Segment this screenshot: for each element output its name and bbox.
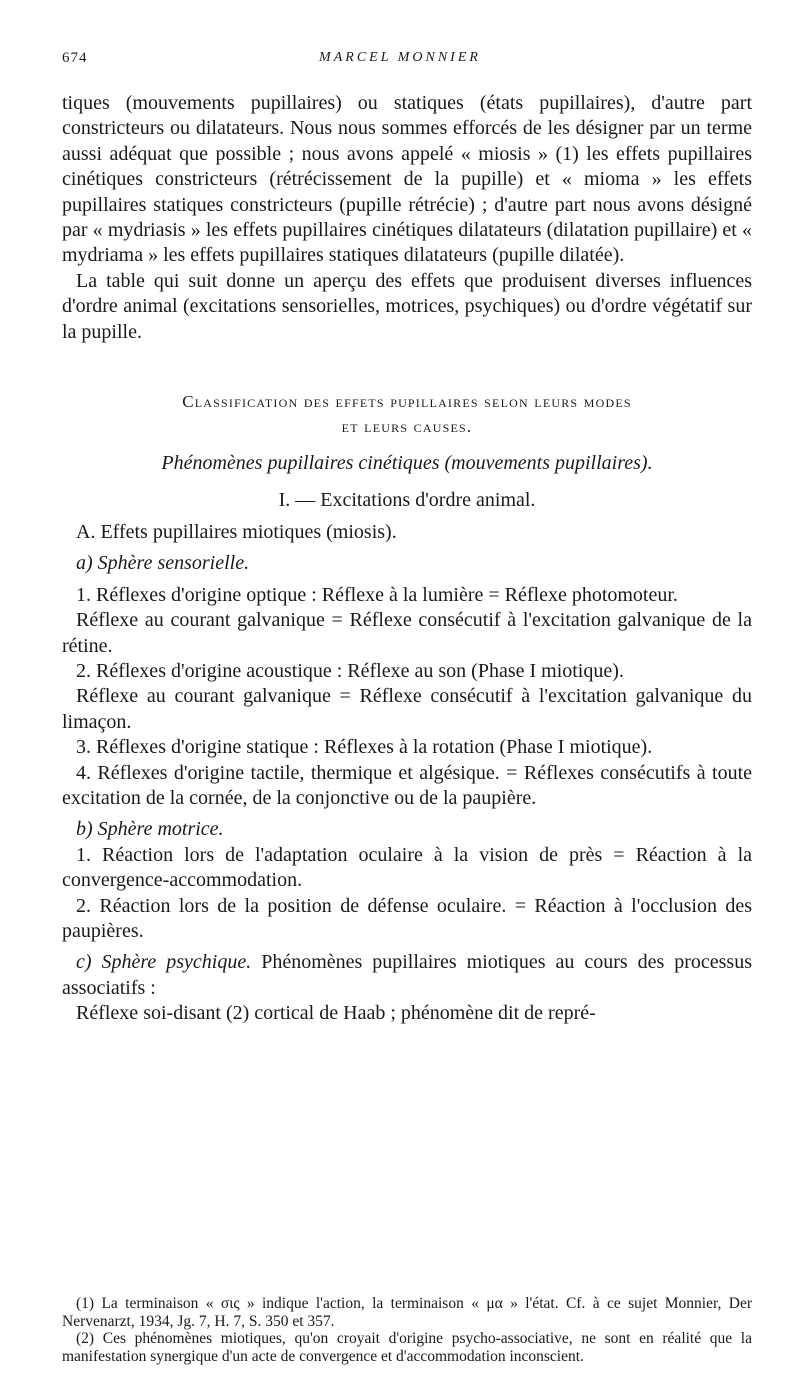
list-item: Réflexe soi-disant (2) cortical de Haab ; phénomène dit de repré- [76,1002,596,1025]
sphere-text: Phénomènes pupillaires miotiques au cours des processus associatifs : [62,951,752,999]
footnote: (2) Ces phénomènes miotiques, qu'on croyait d'origine psycho-associative, ne sont en réalité que la manifestation synergique d'un acte de convergence et d'accommodation inconscient. [62,1330,752,1365]
paragraph: La table qui suit donne un aperçu des effets que produisent diverses influences d'ordre animal (excitations sensorielles, motrices, psychiques) ou d'ordre végétatif sur la pupille. [62,269,752,343]
list-item: 2. Réaction lors de la position de défense oculaire. = Réaction à l'occlusion des paupières. [62,894,752,942]
list-item: 1. Réflexes d'origine optique : Réflexe à la lumière = Réflexe photomoteur. [76,583,678,606]
footnote: (1) La terminaison « σις » indique l'action, la terminaison « μα » l'état. Cf. à ce sujet Monnier, Der Nervenarzt, 1934, Jg. 7, H. 7, S. 350 et 357. [62,1295,752,1330]
running-title: MARCEL MONNIER [319,50,481,65]
list-item: Réflexe au courant galvanique = Réflexe consécutif à l'excitation galvanique du limaçon. [62,685,752,733]
list-item: 2. Réflexes d'origine acoustique : Réflexe au son (Phase I miotique). [76,659,624,682]
section-heading: Classification des effets pupillaires selon leurs modes [182,392,632,412]
section-subtitle: Phénomènes pupillaires cinétiques (mouvements pupillaires). [161,452,653,475]
list-item: Réflexe au courant galvanique = Réflexe consécutif à l'excitation galvanique de la rétine. [62,609,752,657]
sphere-c-paragraph [62,950,752,1001]
body-text [62,91,752,1027]
list-item: 3. Réflexes d'origine statique : Réflexes à la rotation (Phase I miotique). [76,736,653,759]
section-heading-cont: et leurs causes. [341,417,473,437]
list-item: 1. Réaction lors de l'adaptation oculaire à la vision de près = Réaction à la convergence-accommodation. [62,843,752,892]
page-number: 674 [62,50,88,66]
sphere-heading: b) Sphère motrice. [76,818,224,841]
page-header [62,50,738,72]
list-item: 4. Réflexes d'origine tactile, thermique et algésique. = Réflexes consécutifs à toute excitation de la cornée, de la conjonctive ou de la paupière. [62,761,752,809]
sphere-heading: a) Sphère sensorielle. [76,552,250,575]
paragraph: tiques (mouvements pupillaires) ou statiques (états pupillaires), d'autre part constricteurs ou dilatateurs. Nous nous sommes efforcés de les désigner par un terme aussi adéquat que possible ; nous avons appelé « miosis » (1) les effets pupillaires cinétiques constricteurs (rétrécissement de la pupille) et « mioma » les effets pupillaires statiques constricteurs (pupille rétrécie) ; d'autre part nous avons désigné par « mydriasis » les effets pupillaires cinétiques dilatateurs (dilatation pupillaire) et « mydriama » les effets pupillaires statiques dilatateurs (pupille dilatée). [62,92,752,267]
category-heading: A. Effets pupillaires miotiques (miosis). [76,520,397,543]
subsection-heading: I. — Excitations d'ordre animal. [278,489,536,512]
footnotes [62,1295,752,1365]
sphere-heading: c) Sphère psychique. [76,951,252,974]
